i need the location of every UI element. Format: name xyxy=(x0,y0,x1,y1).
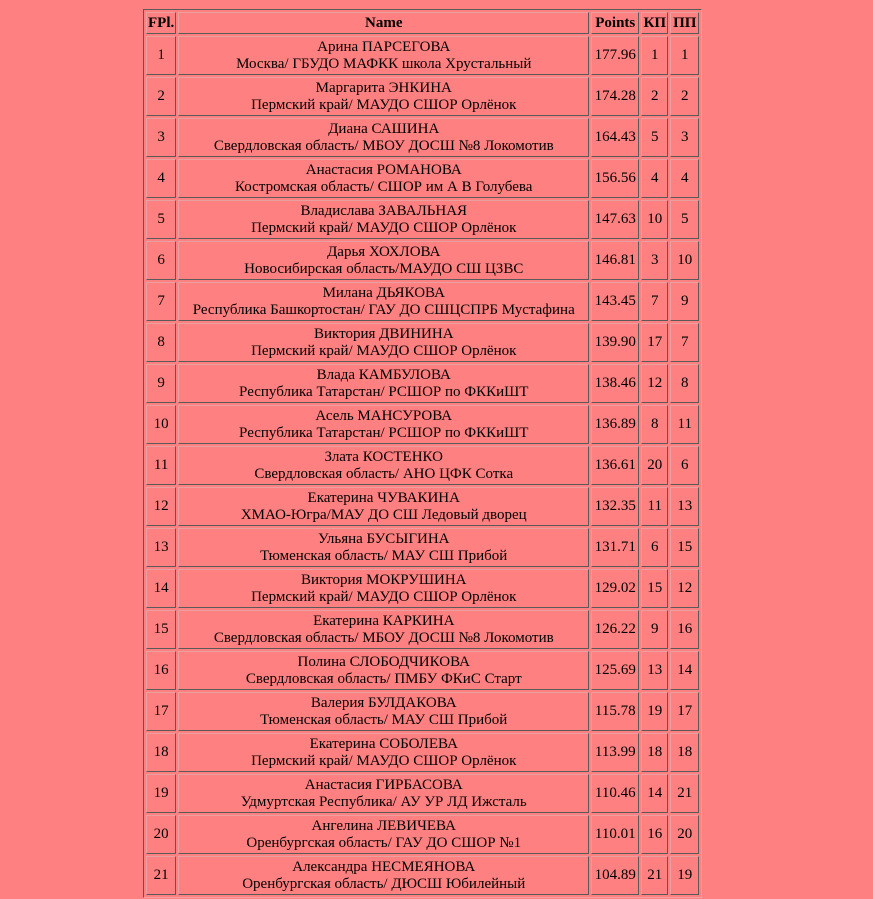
pp-cell: 2 xyxy=(670,77,699,116)
pp-cell: 17 xyxy=(670,692,699,731)
place-cell: 11 xyxy=(146,446,176,485)
kp-cell: 2 xyxy=(641,77,668,116)
name-cell xyxy=(178,405,589,444)
header-place: FPl. xyxy=(146,12,176,34)
club-name: Республика Татарстан/ РСШОР по ФККиШТ xyxy=(239,383,529,400)
pp-cell: 12 xyxy=(670,569,699,608)
name-cell xyxy=(178,118,589,157)
place-cell: 6 xyxy=(146,241,176,280)
kp-cell: 1 xyxy=(641,36,668,75)
table-row xyxy=(146,159,699,198)
place-cell: 3 xyxy=(146,118,176,157)
name-cell xyxy=(178,815,589,854)
table-row xyxy=(146,36,699,75)
points-cell: 177.96 xyxy=(591,36,639,75)
points-cell: 156.56 xyxy=(591,159,639,198)
points-cell: 139.90 xyxy=(591,323,639,362)
pp-cell: 4 xyxy=(670,159,699,198)
name-cell xyxy=(178,159,589,198)
pp-cell: 5 xyxy=(670,200,699,239)
table-row xyxy=(146,77,699,116)
pp-cell: 7 xyxy=(670,323,699,362)
points-cell: 125.69 xyxy=(591,651,639,690)
points-cell: 131.71 xyxy=(591,528,639,567)
place-cell: 1 xyxy=(146,36,176,75)
club-name: Республика Татарстан/ РСШОР по ФККиШТ xyxy=(239,424,529,441)
club-name: Костромская область/ СШОР им А В Голубева xyxy=(235,178,533,195)
kp-cell: 10 xyxy=(641,200,668,239)
points-cell: 115.78 xyxy=(591,692,639,731)
club-name: Свердловская область/ ПМБУ ФКиС Старт xyxy=(245,670,522,687)
kp-cell: 14 xyxy=(641,774,668,813)
pp-cell: 14 xyxy=(670,651,699,690)
kp-cell: 15 xyxy=(641,569,668,608)
table-row xyxy=(146,405,699,444)
kp-cell: 5 xyxy=(641,118,668,157)
table-row xyxy=(146,774,699,813)
points-cell: 126.22 xyxy=(591,610,639,649)
club-name: Тюменская область/ МАУ СШ Прибой xyxy=(260,547,508,564)
place-cell: 4 xyxy=(146,159,176,198)
pp-cell: 21 xyxy=(670,774,699,813)
kp-cell: 20 xyxy=(641,446,668,485)
pp-cell: 10 xyxy=(670,241,699,280)
table-row xyxy=(146,446,699,485)
skater-name: Ульяна БУСЫГИНА xyxy=(317,530,450,547)
name-cell xyxy=(178,610,589,649)
skater-name: Валерия БУЛДАКОВА xyxy=(310,694,457,711)
club-name: Оренбургская область/ ДЮСШ Юбилейный xyxy=(242,875,526,892)
skater-name: Виктория МОКРУШИНА xyxy=(300,571,467,588)
points-cell: 104.89 xyxy=(591,856,639,895)
kp-cell: 4 xyxy=(641,159,668,198)
kp-cell: 18 xyxy=(641,733,668,772)
skater-name: Асель МАНСУРОВА xyxy=(315,407,453,424)
kp-cell: 8 xyxy=(641,405,668,444)
club-name: Удмуртская Республика/ АУ УР ЛД Ижсталь xyxy=(240,793,527,810)
name-cell xyxy=(178,323,589,362)
table-row xyxy=(146,364,699,403)
pp-cell: 15 xyxy=(670,528,699,567)
pp-cell: 8 xyxy=(670,364,699,403)
table-row xyxy=(146,692,699,731)
name-cell xyxy=(178,241,589,280)
kp-cell: 3 xyxy=(641,241,668,280)
points-cell: 164.43 xyxy=(591,118,639,157)
table-row xyxy=(146,528,699,567)
skater-name: Анастасия РОМАНОВА xyxy=(305,161,462,178)
kp-cell: 6 xyxy=(641,528,668,567)
skater-name: Влада КАМБУЛОВА xyxy=(316,366,451,383)
club-name: Пермский край/ МАУДО СШОР Орлёнок xyxy=(251,588,517,605)
points-cell: 129.02 xyxy=(591,569,639,608)
place-cell: 7 xyxy=(146,282,176,321)
header-pp: ПП xyxy=(670,12,699,34)
place-cell: 18 xyxy=(146,733,176,772)
table-row xyxy=(146,856,699,895)
table-row xyxy=(146,200,699,239)
points-cell: 147.63 xyxy=(591,200,639,239)
place-cell: 19 xyxy=(146,774,176,813)
kp-cell: 7 xyxy=(641,282,668,321)
points-cell: 110.46 xyxy=(591,774,639,813)
place-cell: 8 xyxy=(146,323,176,362)
points-cell: 110.01 xyxy=(591,815,639,854)
place-cell: 16 xyxy=(146,651,176,690)
points-cell: 174.28 xyxy=(591,77,639,116)
place-cell: 17 xyxy=(146,692,176,731)
kp-cell: 9 xyxy=(641,610,668,649)
header-kp: КП xyxy=(641,12,668,34)
skater-name: Маргарита ЭНКИНА xyxy=(315,79,452,96)
name-cell xyxy=(178,692,589,731)
skater-name: Дарья ХОХЛОВА xyxy=(327,243,441,260)
table-row xyxy=(146,733,699,772)
skater-name: Арина ПАРСЕГОВА xyxy=(317,38,451,55)
pp-cell: 3 xyxy=(670,118,699,157)
points-cell: 143.45 xyxy=(591,282,639,321)
kp-cell: 13 xyxy=(641,651,668,690)
name-cell xyxy=(178,487,589,526)
skater-name: Владислава ЗАВАЛЬНАЯ xyxy=(300,202,468,219)
header-name: Name xyxy=(178,12,589,34)
name-cell xyxy=(178,569,589,608)
club-name: Тюменская область/ МАУ СШ Прибой xyxy=(260,711,508,728)
kp-cell: 17 xyxy=(641,323,668,362)
name-cell xyxy=(178,77,589,116)
club-name: Новосибирская область/МАУДО СШ ЦЗВС xyxy=(244,260,524,277)
pp-cell: 1 xyxy=(670,36,699,75)
results-body xyxy=(146,36,699,895)
kp-cell: 16 xyxy=(641,815,668,854)
skater-name: Милана ДЬЯКОВА xyxy=(322,284,445,301)
header-row xyxy=(146,12,699,34)
pp-cell: 18 xyxy=(670,733,699,772)
name-cell xyxy=(178,774,589,813)
pp-cell: 13 xyxy=(670,487,699,526)
place-cell: 12 xyxy=(146,487,176,526)
pp-cell: 6 xyxy=(670,446,699,485)
pp-cell: 9 xyxy=(670,282,699,321)
table-row xyxy=(146,118,699,157)
skater-name: Анастасия ГИРБАСОВА xyxy=(304,776,463,793)
kp-cell: 21 xyxy=(641,856,668,895)
skater-name: Полина СЛОБОДЧИКОВА xyxy=(297,653,470,670)
place-cell: 10 xyxy=(146,405,176,444)
place-cell: 5 xyxy=(146,200,176,239)
kp-cell: 12 xyxy=(641,364,668,403)
place-cell: 9 xyxy=(146,364,176,403)
table-row xyxy=(146,282,699,321)
place-cell: 2 xyxy=(146,77,176,116)
place-cell: 14 xyxy=(146,569,176,608)
club-name: Пермский край/ МАУДО СШОР Орлёнок xyxy=(251,752,517,769)
club-name: Пермский край/ МАУДО СШОР Орлёнок xyxy=(251,96,517,113)
table-row xyxy=(146,815,699,854)
skater-name: Ангелина ЛЕВИЧЕВА xyxy=(311,817,456,834)
skater-name: Екатерина КАРКИНА xyxy=(313,612,455,629)
club-name: ХМАО-Югра/МАУ ДО СШ Ледовый дворец xyxy=(240,506,527,523)
table-row xyxy=(146,569,699,608)
table-row xyxy=(146,651,699,690)
table-row xyxy=(146,487,699,526)
name-cell xyxy=(178,856,589,895)
points-cell: 138.46 xyxy=(591,364,639,403)
table-row xyxy=(146,610,699,649)
pp-cell: 16 xyxy=(670,610,699,649)
name-cell xyxy=(178,36,589,75)
name-cell xyxy=(178,651,589,690)
club-name: Республика Башкортостан/ ГАУ ДО СШЦСПРБ Мустафина xyxy=(192,301,575,318)
points-cell: 136.61 xyxy=(591,446,639,485)
name-cell xyxy=(178,733,589,772)
skater-name: Диана САШИНА xyxy=(328,120,440,137)
club-name: Москва/ ГБУДО МАФКК школа Хрустальный xyxy=(236,55,532,72)
place-cell: 20 xyxy=(146,815,176,854)
name-cell xyxy=(178,364,589,403)
points-cell: 146.81 xyxy=(591,241,639,280)
name-cell xyxy=(178,446,589,485)
name-cell xyxy=(178,200,589,239)
skater-name: Александра НЕСМЕЯНОВА xyxy=(292,858,476,875)
pp-cell: 19 xyxy=(670,856,699,895)
pp-cell: 11 xyxy=(670,405,699,444)
points-cell: 132.35 xyxy=(591,487,639,526)
kp-cell: 11 xyxy=(641,487,668,526)
club-name: Оренбургская область/ ГАУ ДО СШОР №1 xyxy=(246,834,522,851)
results-table xyxy=(143,9,702,898)
place-cell: 15 xyxy=(146,610,176,649)
place-cell: 13 xyxy=(146,528,176,567)
points-cell: 113.99 xyxy=(591,733,639,772)
club-name: Свердловская область/ МБОУ ДОСШ №8 Локомотив xyxy=(213,629,554,646)
pp-cell: 20 xyxy=(670,815,699,854)
club-name: Пермский край/ МАУДО СШОР Орлёнок xyxy=(251,342,517,359)
club-name: Пермский край/ МАУДО СШОР Орлёнок xyxy=(251,219,517,236)
header-points: Points xyxy=(591,12,639,34)
skater-name: Виктория ДВИНИНА xyxy=(313,325,454,342)
club-name: Свердловская область/ МБОУ ДОСШ №8 Локомотив xyxy=(213,137,554,154)
skater-name: Екатерина СОБОЛЕВА xyxy=(309,735,458,752)
skater-name: Злата КОСТЕНКО xyxy=(324,448,443,465)
skater-name: Екатерина ЧУВАКИНА xyxy=(307,489,460,506)
place-cell: 21 xyxy=(146,856,176,895)
table-row xyxy=(146,241,699,280)
name-cell xyxy=(178,282,589,321)
points-cell: 136.89 xyxy=(591,405,639,444)
club-name: Свердловская область/ АНО ЦФК Сотка xyxy=(254,465,514,482)
table-row xyxy=(146,323,699,362)
kp-cell: 19 xyxy=(641,692,668,731)
name-cell xyxy=(178,528,589,567)
